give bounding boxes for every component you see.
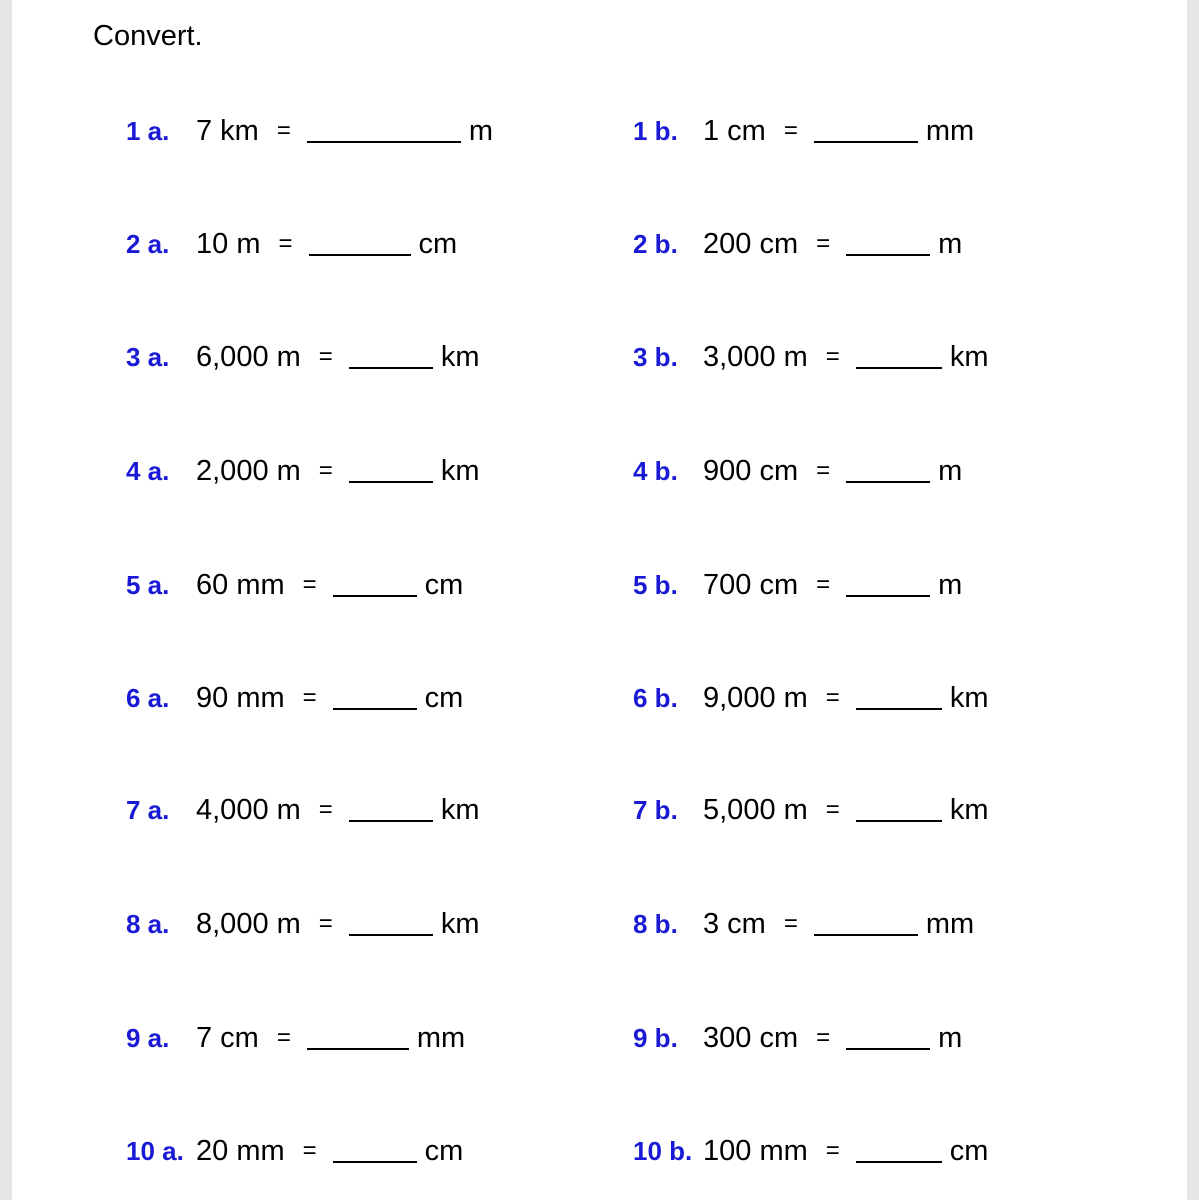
problem-label: 3 b. bbox=[633, 341, 678, 372]
problem-quantity: 1 cm bbox=[703, 114, 766, 147]
problem-unit: m bbox=[468, 114, 494, 147]
equals-sign: = bbox=[276, 1024, 291, 1051]
equals-sign: = bbox=[783, 910, 798, 937]
problem-6b bbox=[633, 678, 988, 718]
equals-sign: = bbox=[816, 571, 831, 598]
problem-10b bbox=[633, 1131, 988, 1171]
answer-blank[interactable] bbox=[846, 481, 930, 483]
answer-blank[interactable] bbox=[846, 254, 930, 256]
answer-blank[interactable] bbox=[349, 820, 433, 822]
problem-4b bbox=[633, 451, 962, 491]
problem-quantity: 9,000 m bbox=[703, 681, 808, 714]
problem-quantity: 3,000 m bbox=[703, 340, 808, 373]
problem-unit: mm bbox=[416, 1021, 466, 1054]
problem-unit: m bbox=[938, 454, 963, 487]
problem-label: 8 b. bbox=[633, 908, 678, 939]
problem-9a bbox=[126, 1018, 465, 1058]
answer-blank[interactable] bbox=[814, 934, 918, 936]
problem-quantity: 90 mm bbox=[196, 681, 285, 714]
problem-label: 3 a. bbox=[126, 341, 170, 372]
problem-unit: km bbox=[440, 454, 480, 487]
problem-5a bbox=[126, 565, 463, 605]
problem-8a bbox=[126, 904, 479, 944]
instruction-text: Convert. bbox=[93, 20, 203, 52]
problem-10a bbox=[126, 1131, 463, 1171]
problem-5b bbox=[633, 565, 962, 605]
problem-quantity: 8,000 m bbox=[196, 907, 301, 940]
equals-sign: = bbox=[276, 117, 291, 144]
problem-2a bbox=[126, 224, 457, 264]
problem-unit: km bbox=[440, 907, 480, 940]
equals-sign: = bbox=[302, 571, 317, 598]
equals-sign: = bbox=[825, 684, 840, 711]
equals-sign: = bbox=[318, 343, 333, 370]
problem-1a bbox=[126, 111, 493, 151]
problem-label: 9 b. bbox=[633, 1022, 678, 1053]
answer-blank[interactable] bbox=[856, 1161, 942, 1163]
problem-3b bbox=[633, 337, 988, 377]
answer-blank[interactable] bbox=[333, 1161, 417, 1163]
answer-blank[interactable] bbox=[846, 595, 930, 597]
problem-quantity: 3 cm bbox=[703, 907, 766, 940]
problem-label: 4 a. bbox=[126, 455, 170, 486]
answer-blank[interactable] bbox=[333, 708, 417, 710]
problem-unit: m bbox=[938, 227, 963, 260]
problem-unit: km bbox=[949, 340, 989, 373]
answer-blank[interactable] bbox=[307, 141, 461, 143]
problem-quantity: 900 cm bbox=[703, 454, 799, 487]
problem-quantity: 2,000 m bbox=[196, 454, 301, 487]
problem-label: 9 a. bbox=[126, 1022, 170, 1053]
problem-9b bbox=[633, 1018, 962, 1058]
problem-7a bbox=[126, 790, 479, 830]
problem-unit: km bbox=[440, 340, 480, 373]
problem-quantity: 4,000 m bbox=[196, 793, 301, 826]
problem-quantity: 20 mm bbox=[196, 1134, 285, 1167]
problem-label: 10 a. bbox=[126, 1135, 184, 1166]
answer-blank[interactable] bbox=[307, 1048, 409, 1050]
equals-sign: = bbox=[816, 1024, 831, 1051]
problem-unit: m bbox=[938, 568, 963, 601]
problem-1b bbox=[633, 111, 974, 151]
problem-label: 7 b. bbox=[633, 794, 678, 825]
problem-6a bbox=[126, 678, 463, 718]
problem-label: 1 b. bbox=[633, 115, 678, 146]
answer-blank[interactable] bbox=[846, 1048, 930, 1050]
problem-quantity: 6,000 m bbox=[196, 340, 301, 373]
equals-sign: = bbox=[825, 1137, 840, 1164]
answer-blank[interactable] bbox=[309, 254, 411, 256]
problem-label: 4 b. bbox=[633, 455, 678, 486]
problem-label: 6 b. bbox=[633, 682, 678, 713]
problem-8b bbox=[633, 904, 974, 944]
answer-blank[interactable] bbox=[856, 708, 942, 710]
problem-unit: km bbox=[440, 793, 480, 826]
problem-label: 5 a. bbox=[126, 569, 170, 600]
answer-blank[interactable] bbox=[349, 481, 433, 483]
equals-sign: = bbox=[816, 457, 831, 484]
equals-sign: = bbox=[318, 910, 333, 937]
problem-label: 7 a. bbox=[126, 794, 170, 825]
problem-unit: cm bbox=[424, 568, 464, 601]
problem-unit: mm bbox=[925, 907, 975, 940]
problem-quantity: 7 km bbox=[196, 114, 259, 147]
problem-2b bbox=[633, 224, 962, 264]
problem-label: 5 b. bbox=[633, 569, 678, 600]
answer-blank[interactable] bbox=[856, 367, 942, 369]
equals-sign: = bbox=[302, 684, 317, 711]
problem-unit: cm bbox=[424, 1134, 464, 1167]
problem-4a bbox=[126, 451, 479, 491]
problem-quantity: 100 mm bbox=[703, 1134, 808, 1167]
problem-label: 1 a. bbox=[126, 115, 170, 146]
problem-quantity: 700 cm bbox=[703, 568, 799, 601]
equals-sign: = bbox=[825, 796, 840, 823]
answer-blank[interactable] bbox=[814, 141, 918, 143]
problem-label: 6 a. bbox=[126, 682, 170, 713]
equals-sign: = bbox=[825, 343, 840, 370]
problem-quantity: 60 mm bbox=[196, 568, 285, 601]
problem-quantity: 7 cm bbox=[196, 1021, 259, 1054]
equals-sign: = bbox=[318, 796, 333, 823]
problem-unit: m bbox=[938, 1021, 963, 1054]
answer-blank[interactable] bbox=[333, 595, 417, 597]
equals-sign: = bbox=[302, 1137, 317, 1164]
answer-blank[interactable] bbox=[349, 934, 433, 936]
problem-unit: mm bbox=[925, 114, 975, 147]
equals-sign: = bbox=[278, 230, 293, 257]
problem-label: 2 b. bbox=[633, 228, 678, 259]
problem-quantity: 5,000 m bbox=[703, 793, 808, 826]
problem-7b bbox=[633, 790, 988, 830]
problem-unit: km bbox=[949, 681, 989, 714]
equals-sign: = bbox=[816, 230, 831, 257]
problem-label: 8 a. bbox=[126, 908, 170, 939]
problem-label: 10 b. bbox=[633, 1135, 693, 1166]
problem-label: 2 a. bbox=[126, 228, 170, 259]
problem-quantity: 10 m bbox=[196, 227, 261, 260]
problem-unit: cm bbox=[418, 227, 458, 260]
answer-blank[interactable] bbox=[856, 820, 942, 822]
problem-unit: km bbox=[949, 793, 989, 826]
equals-sign: = bbox=[783, 117, 798, 144]
problem-3a bbox=[126, 337, 479, 377]
problem-quantity: 200 cm bbox=[703, 227, 799, 260]
worksheet-page bbox=[12, 0, 1187, 1200]
answer-blank[interactable] bbox=[349, 367, 433, 369]
problem-unit: cm bbox=[424, 681, 464, 714]
problem-quantity: 300 cm bbox=[703, 1021, 799, 1054]
problem-unit: cm bbox=[949, 1134, 989, 1167]
equals-sign: = bbox=[318, 457, 333, 484]
